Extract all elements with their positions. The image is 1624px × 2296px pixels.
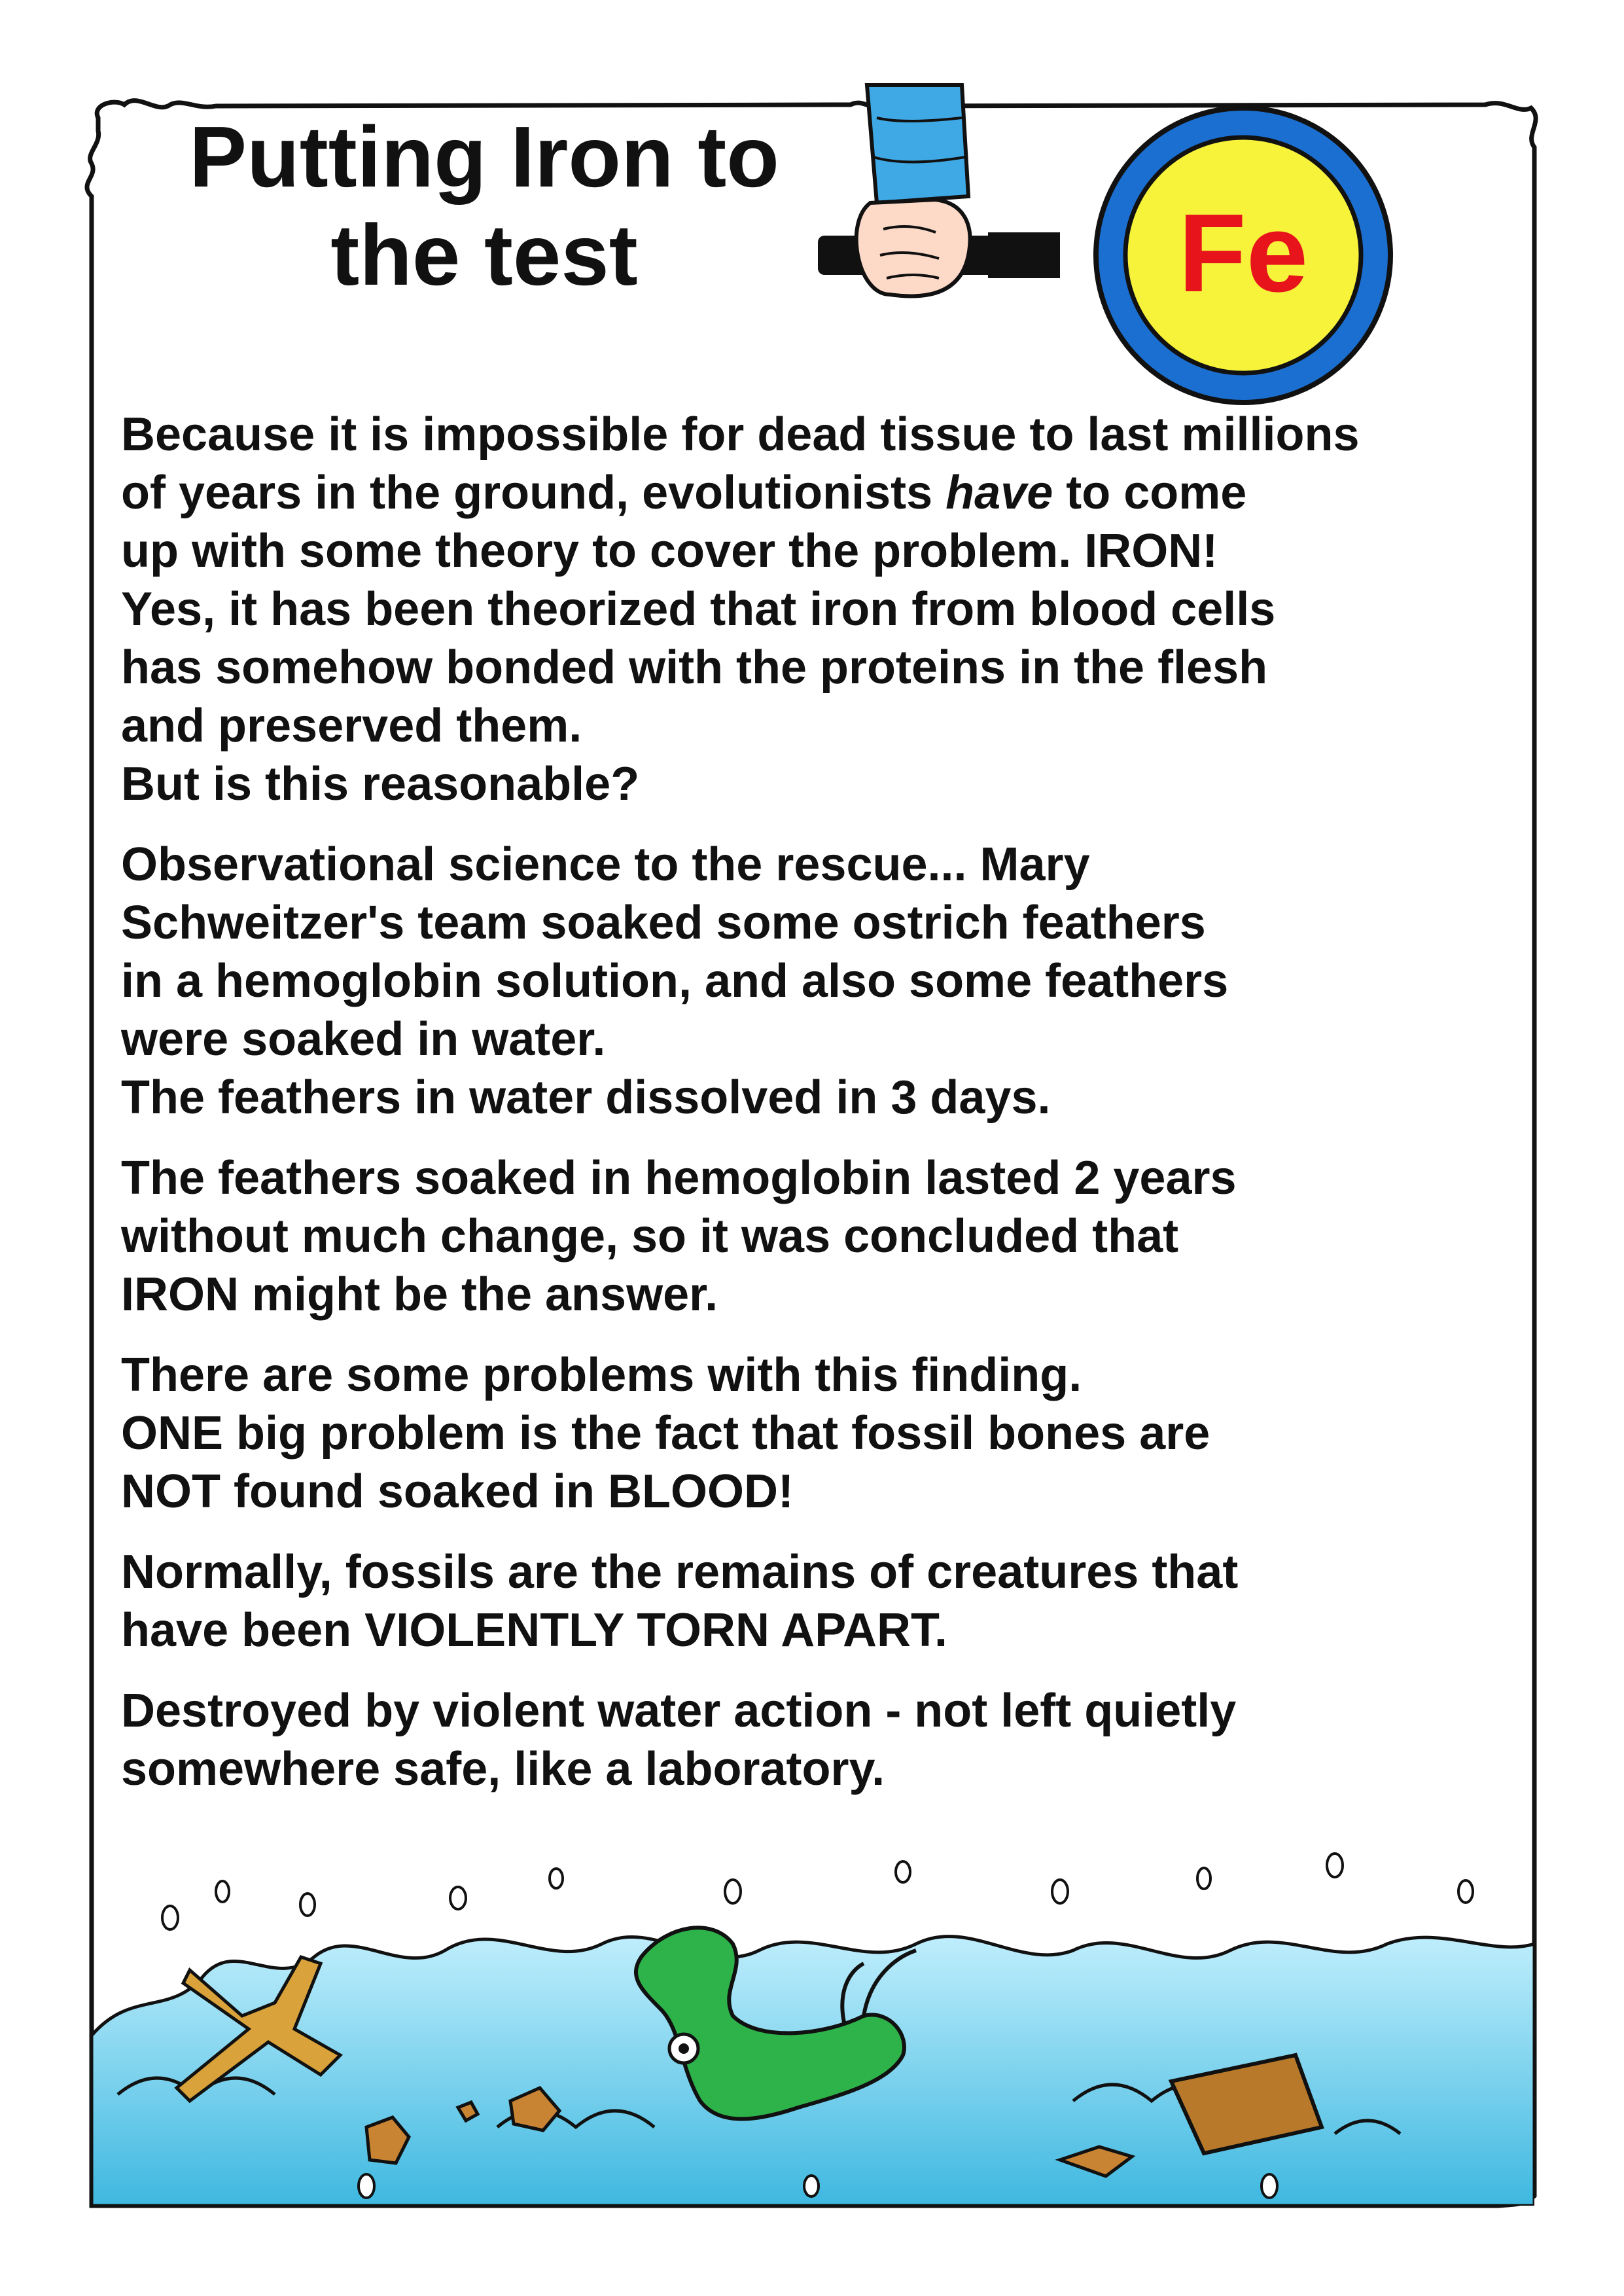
paragraph-5 [121,1543,1528,1660]
paragraph-1-line-7: But is this reasonable? [121,758,640,810]
paragraph-1-line-1: Because it is impossible for dead tissue to last millions [121,408,1360,461]
fe-magnifier-illustration [805,79,1538,406]
paragraph-2-line-3: in a hemoglobin solution, and also some feathers [121,955,1229,1007]
paragraph-2-line-4: were soaked in water. [121,1013,606,1066]
paragraph-6-line-2: somewhere safe, like a laboratory. [121,1743,885,1795]
paragraph-2 [121,836,1528,1127]
paragraph-3-line-3: IRON might be the answer. [121,1268,718,1321]
paragraph-5-line-2: have been VIOLENTLY TORN APART. [121,1604,947,1657]
title-line-2: the test [330,207,638,303]
paragraph-1-line-5: has somehow bonded with the proteins in the flesh [121,641,1268,694]
paragraph-1-line-3: up with some theory to cover the problem. IRON! [121,525,1218,577]
paragraph-4 [121,1346,1528,1521]
fe-symbol: Fe [1178,191,1309,315]
paragraph-6 [121,1682,1528,1799]
paragraph-1-line-2-head: of years in the ground, evolutionists [121,467,946,519]
paragraph-3-line-1: The feathers soaked in hemoglobin lasted 2 years [121,1152,1237,1204]
paragraph-4-line-2: ONE big problem is the fact that fossil bones are [121,1407,1210,1460]
paragraph-3-line-2: without much change, so it was concluded that [121,1210,1179,1263]
page-title [98,108,870,304]
paragraph-3 [121,1149,1528,1324]
flood-illustration [92,1820,1534,2206]
article-body [121,406,1528,1821]
paragraph-1-line-6: and preserved them. [121,700,582,752]
emphasis-have: have [945,467,1053,519]
paragraph-4-line-1: There are some problems with this finding. [121,1349,1082,1401]
paragraph-6-line-1: Destroyed by violent water action - not left quietly [121,1685,1237,1737]
paragraph-1-line-4: Yes, it has been theorized that iron from blood cells [121,583,1276,636]
paragraph-2-line-2: Schweitzer's team soaked some ostrich feathers [121,897,1206,949]
paragraph-1-line-2 [121,464,1528,522]
paragraph-5-line-1: Normally, fossils are the remains of creatures that [121,1546,1239,1598]
paragraph-2-line-5: The feathers in water dissolved in 3 days. [121,1071,1051,1124]
paragraph-4-line-3: NOT found soaked in BLOOD! [121,1465,794,1518]
paragraph-1-line-2-tail: to come [1053,467,1247,519]
paragraph-2-line-1: Observational science to the rescue... Mary [121,838,1090,891]
paragraph-1 [121,406,1528,814]
title-line-1: Putting Iron to [189,109,779,205]
